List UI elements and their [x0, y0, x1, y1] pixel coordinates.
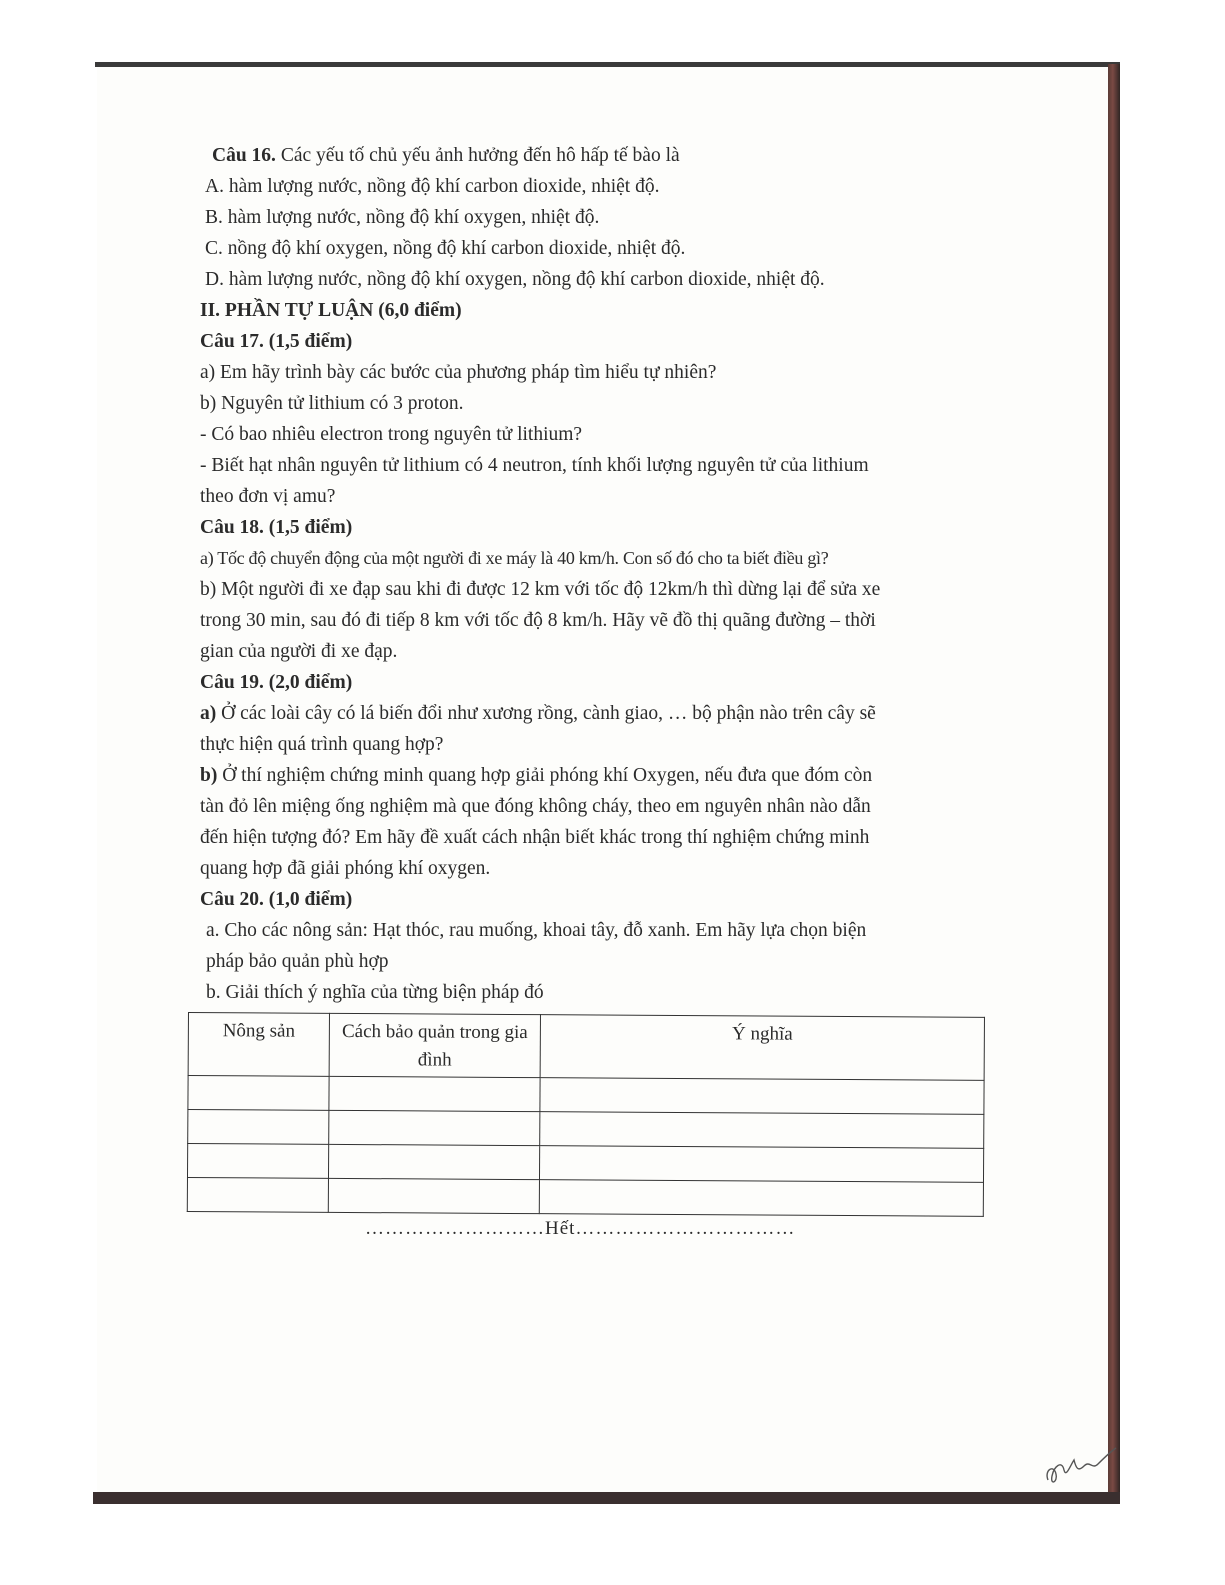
question-17-line: a) Em hãy trình bày các bước của phương pháp tìm hiểu tự nhiên? — [200, 362, 717, 383]
question-19-b-label: b) — [200, 765, 218, 786]
question-19-b-line: quang hợp đã giải phóng khí oxygen. — [200, 858, 491, 879]
question-16-option-c: C. nồng độ khí oxygen, nồng độ khí carbon dioxide, nhiệt độ. — [205, 238, 686, 259]
table-row — [187, 1144, 983, 1183]
question-18-b-line: b) Một người đi xe đạp sau khi đi được 12 km với tốc độ 12km/h thì dừng lại để sửa xe — [200, 579, 881, 600]
question-17-line: b) Nguyên tử lithium có 3 proton. — [200, 393, 464, 414]
question-20-b: b. Giải thích ý nghĩa của từng biện pháp đó — [206, 982, 544, 1003]
table-cell — [187, 1144, 328, 1179]
question-16-stem — [200, 140, 1015, 171]
table-row — [188, 1076, 984, 1115]
question-17-line: - Biết hạt nhân nguyên tử lithium có 4 neutron, tính khối lượng nguyên tử của lithium — [200, 455, 869, 476]
question-18-title: Câu 18. (1,5 điểm) — [200, 517, 353, 538]
handwritten-signature — [1040, 1430, 1120, 1490]
table-cell — [328, 1178, 539, 1213]
table-cell — [187, 1178, 328, 1213]
question-19-a-line: thực hiện quá trình quang hợp? — [200, 734, 444, 755]
exam-content — [200, 140, 1015, 1008]
question-18-b-line: gian của người đi xe đạp. — [200, 641, 398, 662]
question-19-b-line: tàn đỏ lên miệng ống nghiệm mà que đóng không cháy, theo em nguyên nhân nào dẫn — [200, 796, 871, 817]
table-header-row — [188, 1013, 984, 1081]
table-header-cell: Ý nghĩa — [540, 1015, 984, 1081]
table-header-cell: Cách bảo quản trong gia đình — [329, 1013, 540, 1077]
table-row — [187, 1178, 983, 1217]
scan-right-edge — [1108, 64, 1120, 1504]
table-header-cell: Nông sản — [188, 1013, 329, 1077]
table-cell — [540, 1078, 984, 1115]
question-16-option-a: A. hàm lượng nước, nồng độ khí carbon dioxide, nhiệt độ. — [205, 176, 660, 197]
question-18-b-line: trong 30 min, sau đó đi tiếp 8 km với tốc độ 8 km/h. Hãy vẽ đồ thị quãng đường – thời — [200, 610, 876, 631]
question-17-line: - Có bao nhiêu electron trong nguyên tử lithium? — [200, 424, 583, 445]
question-19-b-line — [200, 760, 1015, 791]
question-19-a-text: Ở các loài cây có lá biến đổi như xương rồng, cành giao, … bộ phận nào trên cây sẽ — [221, 703, 876, 724]
table-cell — [329, 1076, 540, 1111]
table-cell — [540, 1112, 984, 1149]
storage-table — [187, 1012, 985, 1217]
table-cell — [539, 1146, 983, 1183]
question-19-b-text: Ở thí nghiệm chứng minh quang hợp giải phóng khí Oxygen, nếu đưa que đóm còn — [222, 765, 873, 786]
question-20-a-line: pháp bảo quản phù hợp — [206, 951, 389, 972]
question-19-title: Câu 19. (2,0 điểm) — [200, 672, 353, 693]
scan-bottom-edge — [93, 1492, 1120, 1504]
question-19-b-line: đến hiện tượng đó? Em hãy đề xuất cách nhận biết khác trong thí nghiệm chứng minh — [200, 827, 870, 848]
table-cell — [539, 1180, 983, 1217]
question-19-a-label: a) — [200, 703, 217, 724]
question-16-option-d: D. hàm lượng nước, nồng độ khí oxygen, nồng độ khí carbon dioxide, nhiệt độ. — [205, 269, 825, 290]
table-cell — [188, 1110, 329, 1145]
table-cell — [188, 1076, 329, 1111]
end-marker: ………………………Hết…………………………… — [365, 1218, 796, 1239]
table-cell — [329, 1110, 540, 1145]
question-16-number: Câu 16. — [212, 145, 276, 166]
question-16-option-b: B. hàm lượng nước, nồng độ khí oxygen, nhiệt độ. — [205, 207, 600, 228]
question-20-a-line: a. Cho các nông sản: Hạt thóc, rau muống, khoai tây, đỗ xanh. Em hãy lựa chọn biện — [206, 920, 867, 941]
signature-stroke — [1047, 1448, 1116, 1482]
table-row — [188, 1110, 984, 1149]
question-18-a: a) Tốc độ chuyển động của một người đi xe máy là 40 km/h. Con số đó cho ta biết điều gì? — [200, 548, 829, 568]
question-17-line: theo đơn vị amu? — [200, 486, 336, 507]
question-19-a-line — [200, 698, 1015, 729]
section-2-title: II. PHẦN TỰ LUẬN (6,0 điểm) — [200, 300, 462, 321]
question-20-title: Câu 20. (1,0 điểm) — [200, 889, 353, 910]
question-16-text: Các yếu tố chủ yếu ảnh hưởng đến hô hấp tế bào là — [280, 145, 680, 166]
question-17-title: Câu 17. (1,5 điểm) — [200, 331, 353, 352]
table-cell — [328, 1144, 539, 1179]
